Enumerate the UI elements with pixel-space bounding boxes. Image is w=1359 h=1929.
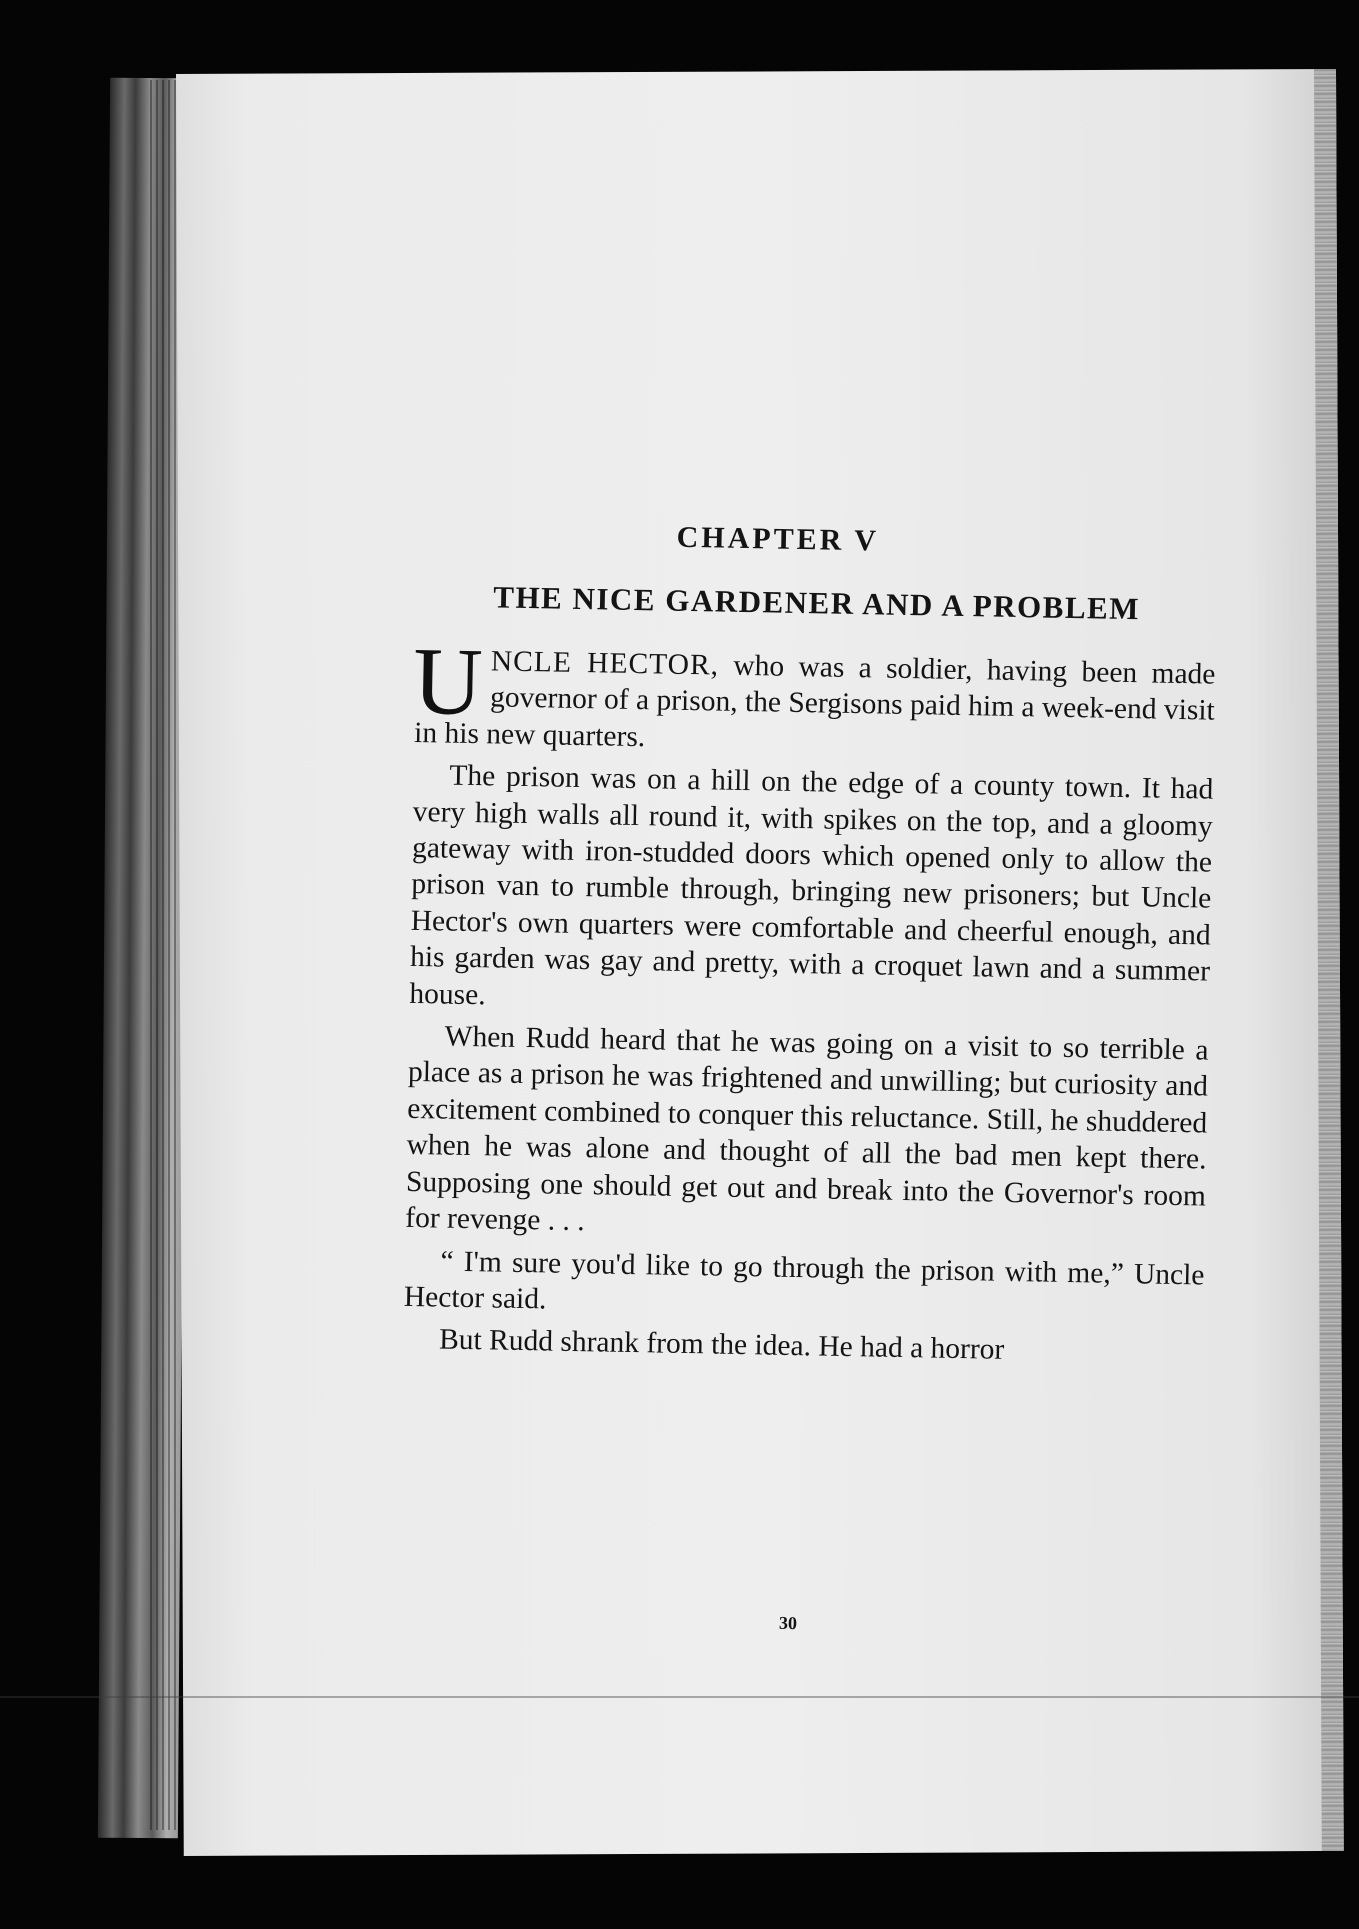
spine-edge — [150, 80, 180, 1830]
page-content — [394, 64, 1227, 1860]
paragraph-1-text: who was a soldier, having been made governor of a prison, the Sergisons paid him a week-end visit in his new quarters. — [413, 649, 1216, 753]
drop-cap: U — [412, 626, 484, 736]
paragraph-3: When Rudd heard that he was going on a visit to so terrible a place as a prison he was frightened and unwilling; but curiosity and excitement combined to conquer this reluctance. Still, he shuddered when he was alone and thought of all the bad men kept there. Supposing one should get out and break into the Governor's room for revenge . . . — [405, 1020, 1209, 1238]
paragraph-1-caps: NCLE HECTOR, — [490, 645, 720, 682]
chapter-number: CHAPTER V — [676, 520, 880, 558]
paragraph-2: The prison was on a hill on the edge of a county town. It had very high walls all round it, with spikes on the top, and a gloomy gateway with iron-studded doors which opened only to allow the prison van to rumble through, bringing new prisoners; but Uncle Hector's own quarters were comfortable and cheerful enough, and his garden was gay and pretty, with a croquet lawn and a summer house. — [409, 759, 1214, 1011]
paragraph-4: “ I'm sure you'd like to go through the prison with me,” Uncle Hector said. — [403, 1245, 1205, 1316]
paragraph-5: But Rudd shrank from the idea. He had a horror — [438, 1323, 1005, 1367]
book-page — [176, 69, 1344, 1856]
paragraph-1 — [412, 626, 1216, 766]
page-edge — [1314, 69, 1344, 1851]
page-number: 30 — [778, 1612, 798, 1634]
chapter-title: THE NICE GARDENER AND A PROBLEM — [493, 579, 1141, 627]
scan-crease — [0, 1696, 1359, 1698]
body-text — [403, 626, 1216, 1378]
